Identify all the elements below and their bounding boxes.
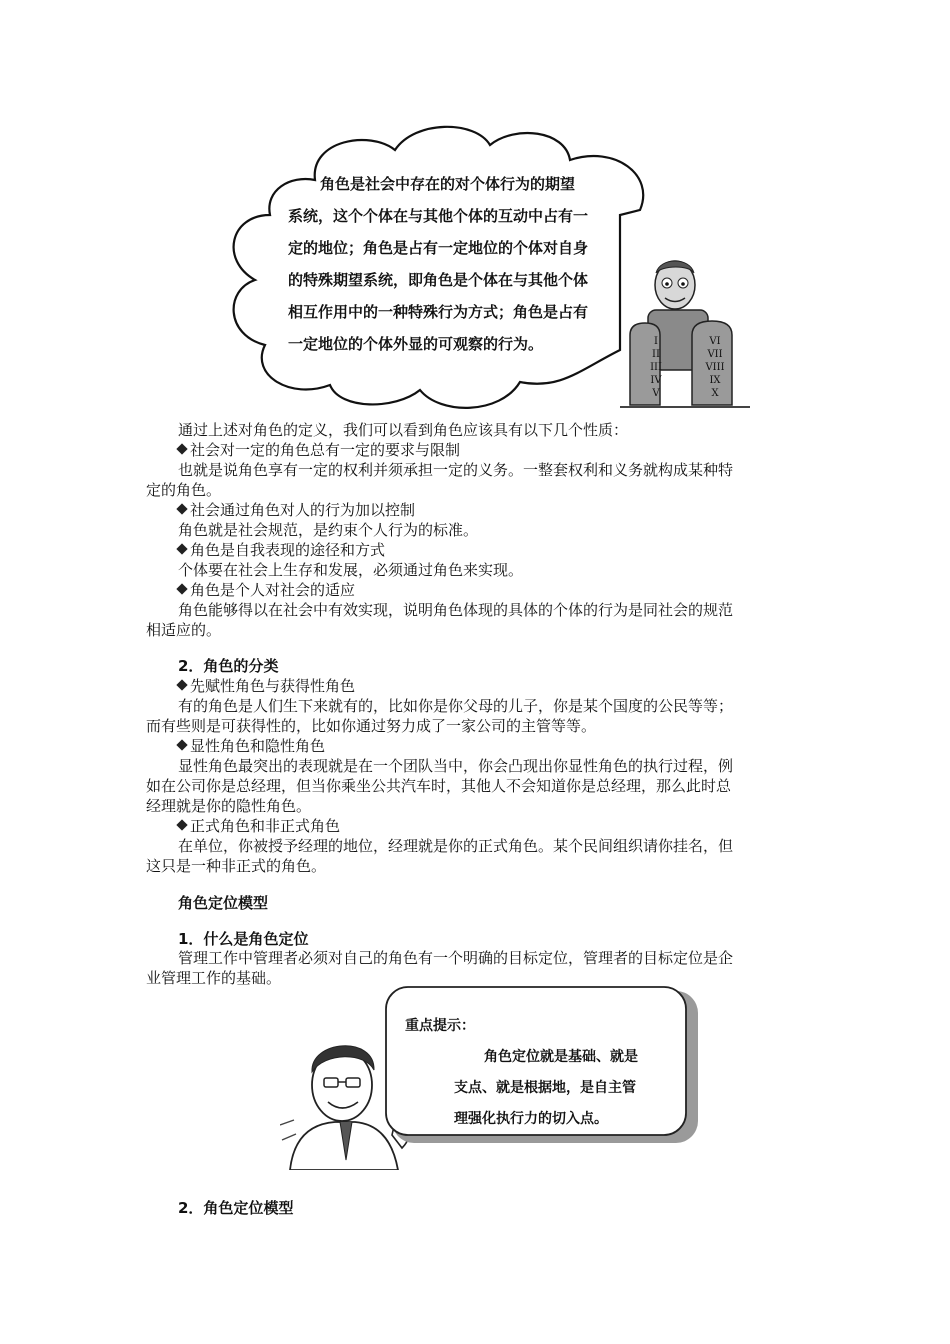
- section-heading: 角色定位模型: [178, 894, 269, 912]
- bullet-item: [178, 440, 842, 460]
- bullet-item: [178, 816, 842, 836]
- bullet-label: 角色是个人对社会的适应: [190, 581, 356, 599]
- paragraph: 业管理工作的基础。: [146, 969, 282, 987]
- tip-line: 理强化执行力的切入点。: [454, 1111, 608, 1127]
- section-heading: 2．角色的分类: [178, 657, 279, 675]
- bullet-item: [178, 500, 842, 520]
- bullet-label: 显性角色和隐性角色: [190, 737, 326, 755]
- tablet-left-numerals: [643, 335, 669, 400]
- numeral: X: [711, 388, 719, 399]
- bullet-label: 先赋性角色与获得性角色: [190, 677, 356, 695]
- paragraph: 而有些则是可获得性的，比如你通过努力成了一家公司的主管等等。: [146, 717, 597, 735]
- bullet-label: 角色是自我表现的途径和方式: [190, 541, 386, 559]
- paragraph: 有的角色是人们生下来就有的，比如你是你父母的儿子，你是某个国度的公民等等；: [178, 697, 734, 715]
- paragraph: 相适应的。: [146, 621, 222, 639]
- paragraph: 也就是说角色享有一定的权利并须承担一定的义务。一整套权利和义务就构成某种特: [178, 461, 734, 479]
- numeral: VIII: [705, 362, 725, 373]
- cloud-line: 系统，这个个体在与其他个体的互动中占有一: [288, 207, 589, 225]
- cloud-line: 相互作用中的一种特殊行为方式；角色是占有: [288, 303, 589, 321]
- paragraph: 经理就是你的隐性角色。: [146, 797, 312, 815]
- diamond-bullet-icon: [176, 739, 187, 750]
- cloud-line: 定的地位；角色是占有一定地位的个体对自身: [288, 239, 589, 257]
- diamond-bullet-icon: [176, 443, 187, 454]
- numeral: IX: [709, 375, 721, 386]
- cloud-line: 角色是社会中存在的对个体行为的期望: [320, 175, 576, 193]
- bullet-item: [178, 540, 842, 560]
- numeral: III: [650, 362, 662, 373]
- diamond-bullet-icon: [176, 543, 187, 554]
- bullet-label: 正式角色和非正式角色: [190, 817, 341, 835]
- section-heading: 2．角色定位模型: [178, 1199, 294, 1217]
- paragraph: 如在公司你是总经理，但当你乘坐公共汽车时，其他人不会知道你是总经理，那么此时总: [146, 777, 732, 795]
- cloud-line: 的特殊期望系统，即角色是个体在与其他个体: [288, 271, 589, 289]
- tip-title: 重点提示：: [405, 1018, 475, 1034]
- paragraph: 定的角色。: [146, 481, 222, 499]
- paragraph: 角色能够得以在社会中有效实现，说明角色体现的具体的个体的行为是同社会的规范: [178, 601, 734, 619]
- numeral: IV: [650, 375, 662, 386]
- diamond-bullet-icon: [176, 679, 187, 690]
- diamond-bullet-icon: [176, 503, 187, 514]
- paragraph: 角色就是社会规范，是约束个人行为的标准。: [178, 521, 479, 539]
- tip-line: 支点、就是根据地，是自主管: [454, 1080, 636, 1096]
- paragraph: 这只是一种非正式的角色。: [146, 857, 327, 875]
- bullet-label: 社会对一定的角色总有一定的要求与限制: [190, 441, 461, 459]
- paragraph: 管理工作中管理者必须对自己的角色有一个明确的目标定位，管理者的目标定位是企: [178, 949, 734, 967]
- cloud-line: 一定地位的个体外显的可观察的行为。: [288, 335, 544, 353]
- paragraph: 显性角色最突出的表现就是在一个团队当中，你会凸现出你显性角色的执行过程，例: [178, 757, 734, 775]
- diamond-bullet-icon: [176, 583, 187, 594]
- numeral: VI: [709, 336, 721, 347]
- bullet-item: [178, 676, 842, 696]
- numeral: V: [652, 388, 660, 399]
- bullet-label: 社会通过角色对人的行为加以控制: [190, 501, 416, 519]
- paragraph: 个体要在社会上生存和发展，必须通过角色来实现。: [178, 561, 524, 579]
- numeral: I: [654, 336, 658, 347]
- paragraph: 通过上述对角色的定义，我们可以看到角色应该具有以下几个性质：: [178, 421, 629, 439]
- tip-line: 角色定位就是基础、就是: [484, 1049, 638, 1065]
- diamond-bullet-icon: [176, 819, 187, 830]
- paragraph: 在单位，你被授予经理的地位，经理就是你的正式角色。某个民间组织请你挂名，但: [178, 837, 734, 855]
- man-with-tablets-illustration: [620, 255, 760, 415]
- tablet-right-numerals: [700, 335, 730, 400]
- numeral: II: [652, 349, 660, 360]
- cloud-text-block: [288, 168, 588, 360]
- bullet-item: [178, 736, 842, 756]
- section-heading: 1．什么是角色定位: [178, 930, 309, 948]
- numeral: VII: [707, 349, 723, 360]
- bullet-item: [178, 580, 842, 600]
